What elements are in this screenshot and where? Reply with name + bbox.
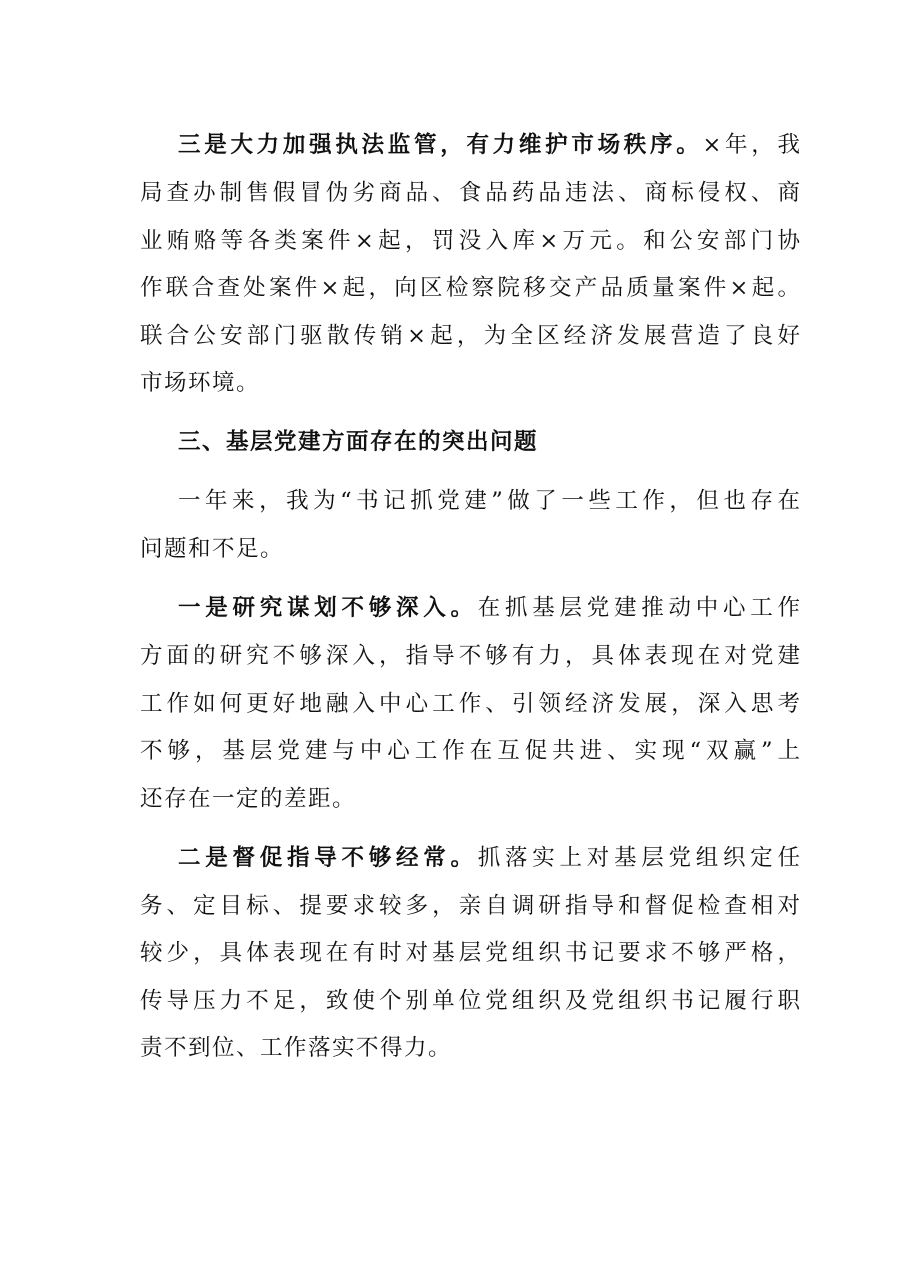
paragraph-1-text: ×年，我	[702, 132, 800, 158]
paragraph-3-line-4: 不够，基层党建与中心工作在互促共进、实现“双赢”上	[140, 738, 800, 764]
paragraph-3-line-1	[178, 593, 800, 623]
paragraph-1-line-2: 局查办制售假冒伪劣商品、食品药品违法、商标侵权、商	[140, 180, 800, 206]
paragraph-3-text: 在抓基层党建推动中心工作	[477, 595, 800, 621]
paragraph-3-heading: 一是研究谋划不够深入。	[178, 595, 478, 621]
paragraph-4-line-5: 责不到位、工作落实不得力。	[140, 1035, 453, 1061]
paragraph-4-line-3: 较少，具体表现在有时对基层党组织书记要求不够严格，	[140, 940, 800, 966]
paragraph-1-line-5: 联合公安部门驱散传销×起，为全区经济发展营造了良好	[140, 323, 800, 349]
paragraph-3-line-2: 方面的研究不够深入，指导不够有力，具体表现在对党建	[140, 643, 800, 669]
paragraph-1-line-6: 市场环境。	[140, 370, 261, 396]
paragraph-1-line-4: 作联合查处案件×起，向区检察院移交产品质量案件×起。	[140, 275, 800, 301]
paragraph-4-text: 抓落实上对基层党组织定任	[477, 845, 800, 871]
paragraph-1-line-1	[178, 130, 800, 160]
paragraph-4-line-1	[178, 843, 800, 873]
paragraph-1-heading: 三是大力加强执法监管，有力维护市场秩序。	[178, 132, 703, 158]
paragraph-4-line-4: 传导压力不足，致使个别单位党组织及党组织书记履行职	[140, 988, 800, 1014]
paragraph-4-line-2: 务、定目标、提要求较多，亲自调研指导和督促检查相对	[140, 893, 800, 919]
paragraph-2-line-1: 一年来，我为“书记抓党建”做了一些工作，但也存在	[178, 488, 800, 514]
section-title: 三、基层党建方面存在的突出问题	[178, 429, 539, 455]
paragraph-3-line-5: 还存在一定的差距。	[140, 786, 357, 812]
paragraph-4-heading: 二是督促指导不够经常。	[178, 845, 478, 871]
paragraph-2-line-2: 问题和不足。	[140, 536, 285, 562]
paragraph-3-line-3: 工作如何更好地融入中心工作、引领经济发展，深入思考	[140, 691, 800, 717]
paragraph-1-line-3: 业贿赂等各类案件×起，罚没入库×万元。和公安部门协	[140, 228, 800, 254]
